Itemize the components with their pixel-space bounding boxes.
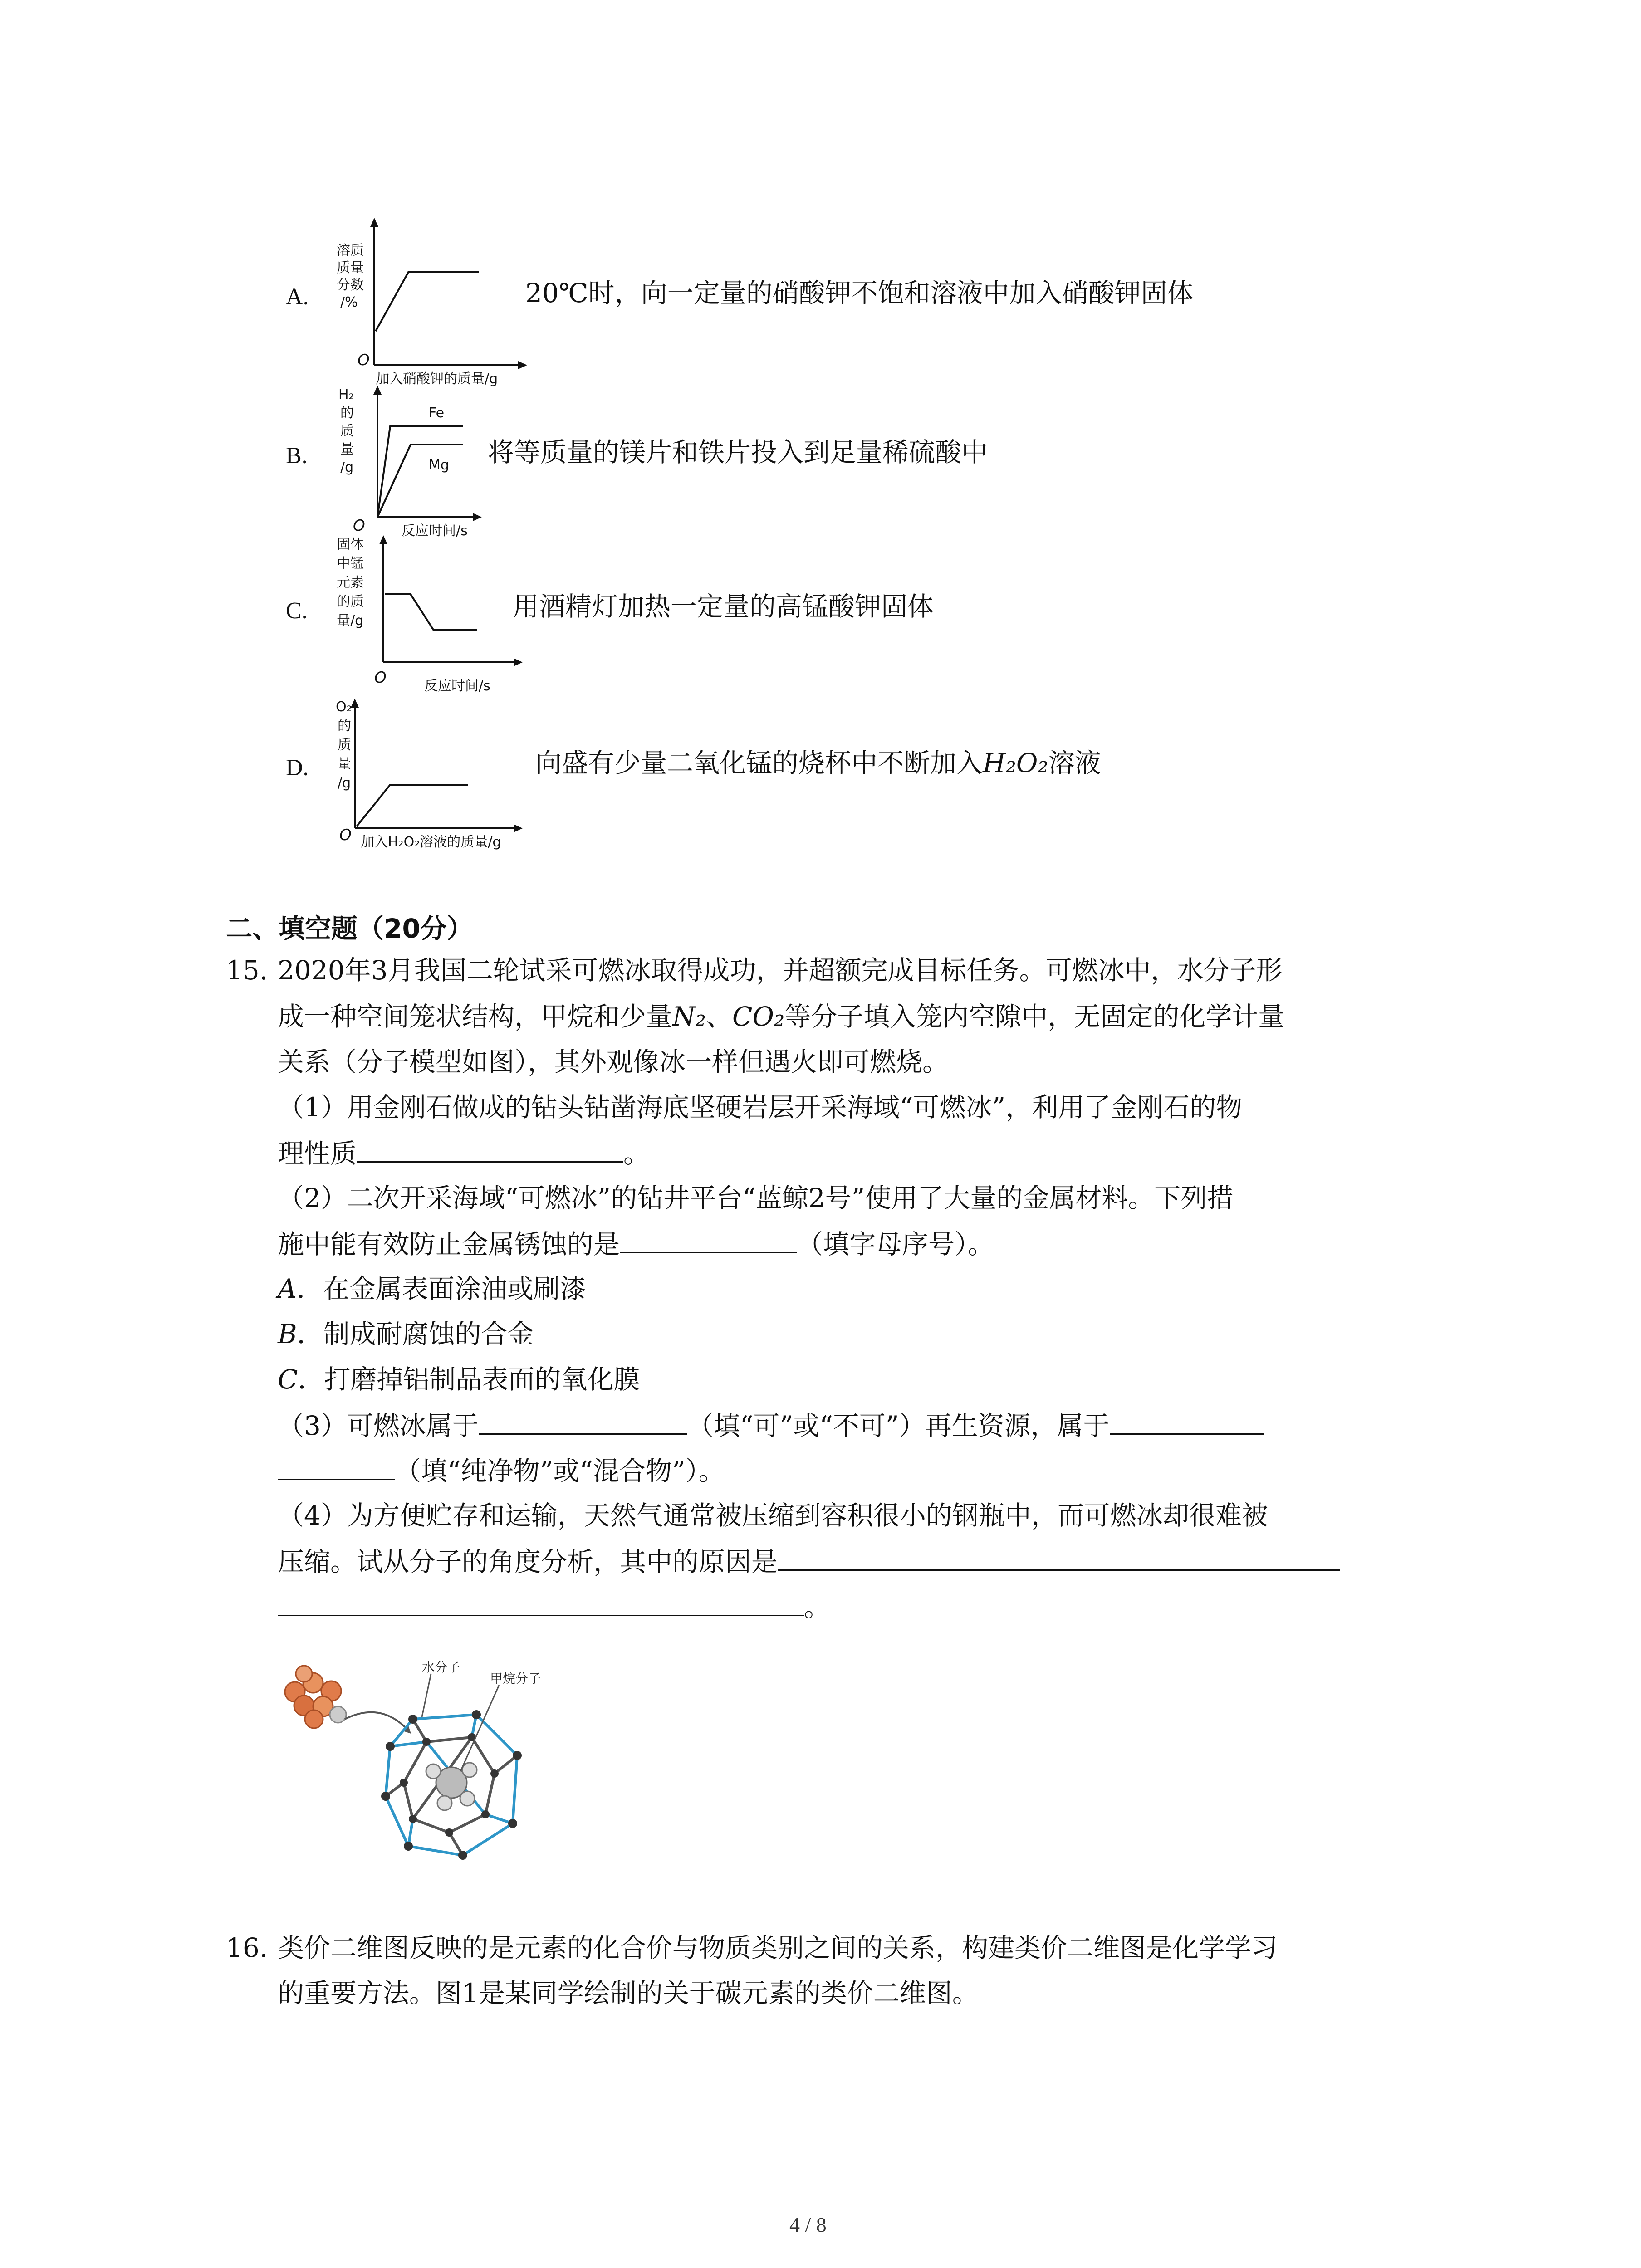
q15-number: 15. bbox=[226, 955, 268, 986]
q15-part1-end: 。 bbox=[623, 1138, 650, 1169]
option-d-text-after: 溶液 bbox=[1048, 748, 1101, 778]
q15-formula-n2: N₂ bbox=[672, 1001, 706, 1032]
q16-line1: 类价二维图反映的是元素的化合价与物质类别之间的关系，构建类价二维图是化学学习 bbox=[278, 1932, 1278, 1963]
option-d-text bbox=[535, 750, 1101, 776]
q15-part4-answer-blank-2[interactable] bbox=[278, 1593, 804, 1616]
q15-part2-line1: （2）二次开采海域“可燃冰”的钻井平台“蓝鲸2号”使用了大量的金属材料。下列措 bbox=[278, 1183, 1234, 1213]
option-b-series-mg: Mg bbox=[429, 457, 449, 473]
q15-part3-answer-blank-2b[interactable] bbox=[278, 1457, 395, 1480]
q15-separator: 、 bbox=[706, 1001, 733, 1032]
option-d-text-before: 向盛有少量二氧化锰的烧杯中不断加入 bbox=[535, 748, 983, 778]
q15-part1-answer-blank[interactable] bbox=[357, 1139, 623, 1163]
option-b-y-label-1: H₂ bbox=[338, 387, 354, 403]
option-a-graph bbox=[327, 213, 540, 392]
option-c-origin: O bbox=[374, 669, 387, 687]
q15-part3-line2 bbox=[278, 1457, 725, 1484]
option-d-y-label-2: 的 bbox=[338, 718, 351, 734]
q15-part3-hint-2: （填“纯净物”或“混合物”）。 bbox=[395, 1456, 725, 1486]
methane-cluster-illustration bbox=[285, 1666, 346, 1728]
q16-line2: 的重要方法。图1是某同学绘制的关于碳元素的类价二维图。 bbox=[278, 1978, 979, 2009]
option-a-letter: A. bbox=[286, 284, 309, 310]
option-c-y-label-5: 量/g bbox=[337, 613, 364, 629]
q15-choice-a-text: ．在金属表面涂油或刷漆 bbox=[296, 1273, 586, 1304]
q16-number: 16. bbox=[226, 1932, 268, 1963]
option-a-origin: O bbox=[358, 351, 370, 369]
option-b-origin: O bbox=[353, 517, 365, 535]
q15-part2-hint: （填字母序号）。 bbox=[797, 1229, 994, 1260]
q15-part4-prompt: 压缩。试从分子的角度分析，其中的原因是 bbox=[278, 1546, 778, 1577]
option-c-y-label-2: 中锰 bbox=[337, 556, 364, 572]
option-b-y-label-2: 的 bbox=[340, 405, 354, 421]
page-number: 4 / 8 bbox=[789, 2213, 827, 2236]
methane-molecule-illustration bbox=[426, 1763, 477, 1810]
q15-choice-a-letter: A bbox=[278, 1273, 297, 1304]
option-d-y-label-1: O₂ bbox=[336, 699, 352, 715]
q15-choice-b-text: ．制成耐腐蚀的合金 bbox=[297, 1319, 534, 1349]
methane-molecule-label: 甲烷分子 bbox=[490, 1671, 541, 1686]
q15-part4-answer-blank-1[interactable] bbox=[778, 1548, 1340, 1571]
q15-part2-prompt: 施中能有效防止金属锈蚀的是 bbox=[278, 1229, 620, 1260]
option-d-origin: O bbox=[339, 826, 352, 844]
option-a-y-label-3: 分数 bbox=[337, 277, 364, 293]
q15-part4-line1: （4）为方便贮存和运输，天然气通常被压缩到容积很小的钢瓶中，而可燃冰却很难被 bbox=[278, 1500, 1268, 1531]
option-b-y-label-4: 量 bbox=[340, 441, 354, 457]
option-d-letter: D. bbox=[286, 755, 309, 781]
q15-intro-line2-a: 成一种空间笼状结构，甲烷和少量 bbox=[278, 1001, 673, 1032]
option-c-text: 用酒精灯加热一定量的高锰酸钾固体 bbox=[513, 591, 934, 622]
q15-choice-c bbox=[278, 1366, 640, 1393]
combustible-ice-figure bbox=[277, 1651, 558, 1880]
q15-intro-line3: 关系（分子模型如图），其外观像冰一样但遇火即可燃烧。 bbox=[278, 1046, 949, 1077]
option-c-y-label-4: 的质 bbox=[337, 594, 364, 610]
q15-part1-line1: （1）用金刚石做成的钻头钻凿海底坚硬岩层开采海域“可燃冰”，利用了金刚石的物 bbox=[278, 1092, 1243, 1123]
water-molecule-label: 水分子 bbox=[422, 1660, 460, 1675]
option-d-formula: H₂O₂ bbox=[983, 748, 1048, 778]
option-b-y-label-3: 质 bbox=[340, 423, 354, 439]
option-c-letter: C. bbox=[286, 598, 308, 624]
option-c-x-label: 反应时间/s bbox=[424, 678, 490, 694]
option-c-y-label-1: 固体 bbox=[337, 537, 364, 552]
q15-part4-line3 bbox=[278, 1592, 831, 1623]
option-b-series-fe: Fe bbox=[429, 405, 445, 421]
q15-choice-c-letter: C bbox=[278, 1364, 298, 1395]
q15-part3-prompt: （3）可燃冰属于 bbox=[278, 1410, 479, 1441]
option-a-x-label: 加入硝酸钾的质量/g bbox=[376, 371, 498, 387]
q15-choice-c-text: ．打磨掉铝制品表面的氧化膜 bbox=[298, 1364, 640, 1395]
q15-intro-line2-b: 等分子填入笼内空隙中，无固定的化学计量 bbox=[784, 1001, 1285, 1032]
option-c-graph bbox=[327, 531, 540, 705]
option-d-y-label-5: /g bbox=[338, 775, 351, 791]
q15-choice-b bbox=[278, 1321, 534, 1347]
option-a-y-label-2: 质量 bbox=[337, 260, 364, 276]
q15-choice-a bbox=[278, 1273, 586, 1304]
option-d-y-label-3: 质 bbox=[338, 737, 351, 753]
q15-part2-line2 bbox=[278, 1229, 994, 1260]
option-b-letter: B. bbox=[286, 443, 308, 469]
q15-part1-prompt: 理性质 bbox=[278, 1138, 357, 1169]
q15-part1-line2 bbox=[278, 1139, 650, 1167]
option-d-x-label: 加入H₂O₂溶液的质量/g bbox=[361, 834, 501, 850]
option-c-y-label-3: 元素 bbox=[337, 575, 364, 591]
option-b-text: 将等质量的镁片和铁片投入到足量稀硫酸中 bbox=[488, 437, 988, 468]
q15-part2-answer-blank[interactable] bbox=[620, 1230, 797, 1253]
q15-part3-answer-blank-1[interactable] bbox=[479, 1412, 687, 1435]
option-a-y-label-1: 溶质 bbox=[337, 243, 364, 259]
option-a-text: 20℃时，向一定量的硝酸钾不饱和溶液中加入硝酸钾固体 bbox=[525, 278, 1194, 308]
option-b-y-label-5: /g bbox=[340, 459, 354, 475]
option-d-graph bbox=[327, 694, 544, 855]
q15-formula-co2: CO₂ bbox=[732, 1001, 785, 1032]
option-b-x-label: 反应时间/s bbox=[402, 523, 468, 539]
option-d-y-label-4: 量 bbox=[338, 756, 351, 772]
q15-intro-line2 bbox=[278, 1003, 1284, 1030]
q15-choice-b-letter: B bbox=[278, 1319, 297, 1349]
q15-part4-line2 bbox=[278, 1548, 1340, 1575]
q15-part3-answer-blank-2a[interactable] bbox=[1110, 1412, 1264, 1435]
q15-part3-hint-1: （填“可”或“不可”）再生资源，属于 bbox=[687, 1410, 1110, 1441]
option-a-y-label-4: /% bbox=[340, 294, 358, 310]
section-2-title: 二、填空题（20分） bbox=[226, 913, 473, 944]
q15-part4-end: 。 bbox=[804, 1592, 831, 1623]
q15-intro-line1: 2020年3月我国二轮试采可燃冰取得成功，并超额完成目标任务。可燃冰中，水分子形 bbox=[278, 955, 1283, 986]
q15-part3-line1 bbox=[278, 1412, 1264, 1439]
